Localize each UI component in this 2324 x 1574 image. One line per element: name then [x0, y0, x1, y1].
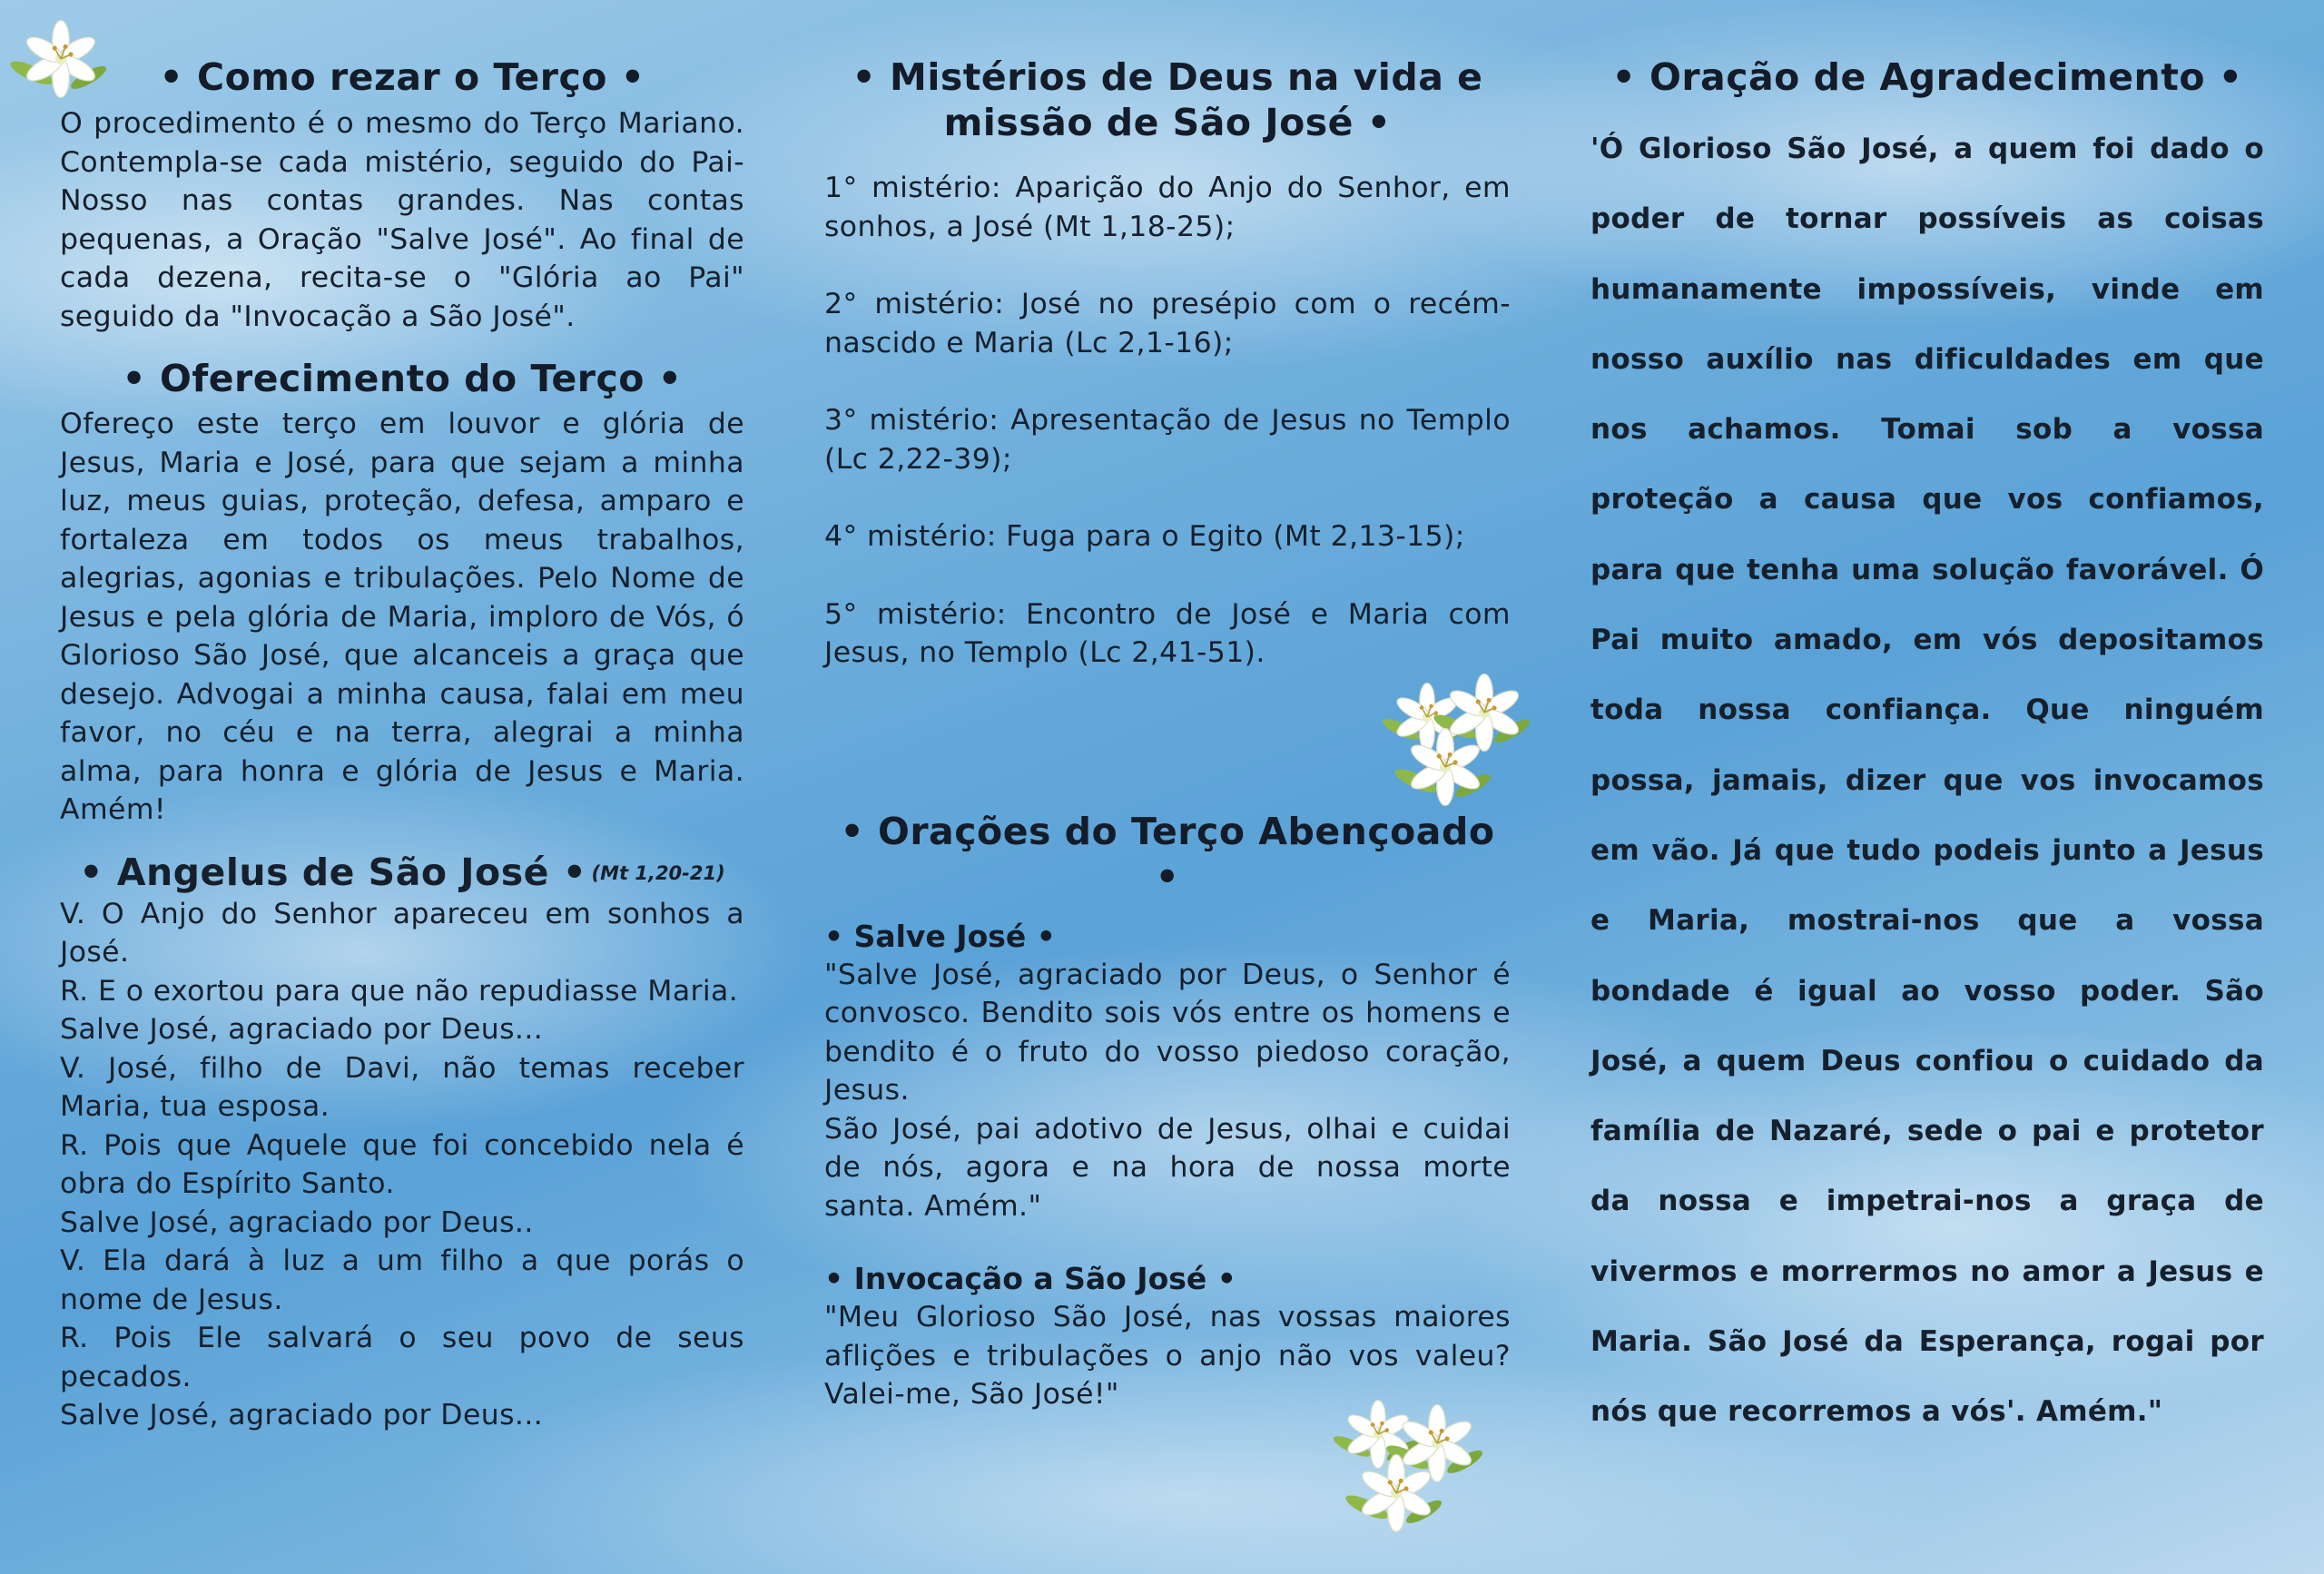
invocacao-title: • Invocação a São José •: [824, 1261, 1236, 1296]
oracoes-title: • Orações do Terço Abençoado •: [840, 809, 1495, 899]
misterio-item: 4° mistério: Fuga para o Egito (Mt 2,13-15);: [824, 520, 1465, 553]
angelus-line: R. E o exortou para que não repudiasse Maria.: [60, 974, 739, 1008]
salve-jose-text-1: "Salve José, agraciado por Deus, o Senhor é convosco. Bendito sois vós entre os homens e bendito é o fruto do vosso piedoso coração, Jesus.: [824, 958, 1511, 1107]
misterio-item: 3° mistério: Apresentação de Jesus no Templo (Lc 2,22-39);: [824, 404, 1511, 476]
angelus-title: • Angelus de São José •: [79, 850, 587, 894]
angelus-heading: [60, 850, 744, 895]
oferecimento-text: Ofereço este terço em louvor e glória de Jesus, Maria e José, para que sejam a minha luz, meus guias, proteção, defesa, amparo e fortaleza em todos os meus trabalhos, alegrias, agonias e tribulações. Pelo Nome de Jesus e pela glória de Maria, imploro de Vós, ó Glorioso São José, que alcanceis a graça que desejo. Advogai a minha causa, falai em meu favor, no céu e na terra, alegrai a minha alma, para honra e glória de Jesus e Maria. Amém!: [60, 408, 744, 826]
misterio-item: 1° mistério: Aparição do Anjo do Senhor, em sonhos, a José (Mt 1,18-25);: [824, 172, 1511, 243]
angelus-line: Salve José, agraciado por Deus...: [60, 1399, 544, 1431]
como-rezar-text: O procedimento é o mesmo do Terço Mariano. Contempla-se cada mistério, seguido do Pai-Nosso nas contas grandes. Nas contas pequenas, a Oração "Salve José". Ao final de cada dezena, recita-se o "Glória ao Pai" seguido da "Invocação a São José".: [60, 107, 744, 333]
right-column: [1590, 0, 2264, 1448]
angelus-line: Salve José, agraciado por Deus..: [60, 1205, 534, 1239]
como-rezar-title: • Como rezar o Terço •: [159, 55, 645, 99]
angelus-line: R. Pois que Aquele que foi concebido nela é obra do Espírito Santo.: [60, 1128, 744, 1200]
misterio-item: 5° mistério: Encontro de José e Maria com Jesus, no Templo (Lc 2,41-51).: [824, 597, 1511, 669]
agradecimento-title: • Oração de Agradecimento •: [1611, 55, 2243, 99]
misterio-item: 2° mistério: José no presépio com o recém-nascido e Maria (Lc 2,1-16);: [824, 288, 1511, 359]
misterios-list: [824, 169, 1511, 673]
agradecimento-text: 'Ó Glorioso São José, a quem foi dado o poder de tornar possíveis as coisas humanamente impossíveis, vinde em nosso auxílio nas dificuldades em que nos achamos. Tomai sob a vossa proteção a causa que vos confiamos, para que tenha uma solução favorável. Ó Pai muito amado, em vós depositamos toda nossa confiança. Que ninguém possa, jamais, dizer que vos invocamos em vão. Já que tudo podeis junto a Jesus e Maria, mostrai-nos que a vossa bondade é igual ao vosso poder. São José, a quem Deus confiou o cuidado da família de Nazaré, sede o pai e protetor da nossa e impetrai-nos a graça de vivermos e morrermos no amor a Jesus e Maria. São José da Esperança, rogai por nós que recorremos a vós'. Amém.": [1590, 133, 2264, 1429]
salve-jose-title: • Salve José •: [824, 918, 1056, 954]
angelus-line: V. José, filho de Davi, não temas receber Maria, tua esposa.: [60, 1051, 744, 1123]
angelus-reference: (Mt 1,20-21): [591, 861, 725, 884]
oferecimento-title: • Oferecimento do Terço •: [122, 357, 683, 400]
angelus-line: R. Pois Ele salvará o seu povo de seus pecados.: [60, 1322, 744, 1393]
misterios-title-line2: missão de São José •: [943, 101, 1392, 144]
angelus-line: V. Ela dará à luz a um filho a que porás o nome de Jesus.: [60, 1244, 744, 1316]
salve-jose-text-2: São José, pai adotivo de Jesus, olhai e cuidai de nós, agora e na hora de nossa morte santa. Amém.": [824, 1112, 1511, 1223]
misterios-title-line1: • Mistérios de Deus na vida e: [852, 55, 1483, 99]
angelus-lines: [60, 895, 744, 1435]
middle-column: [824, 0, 1511, 1414]
angelus-line: V. O Anjo do Senhor apareceu em sonhos a José.: [60, 897, 744, 969]
invocacao-text: "Meu Glorioso São José, nas vossas maiores aflições e tribulações o anjo não vos valeu? Valei-me, São José!": [824, 1301, 1511, 1411]
left-column: [60, 0, 744, 1435]
angelus-line: Salve José, agraciado por Deus...: [60, 1013, 544, 1046]
